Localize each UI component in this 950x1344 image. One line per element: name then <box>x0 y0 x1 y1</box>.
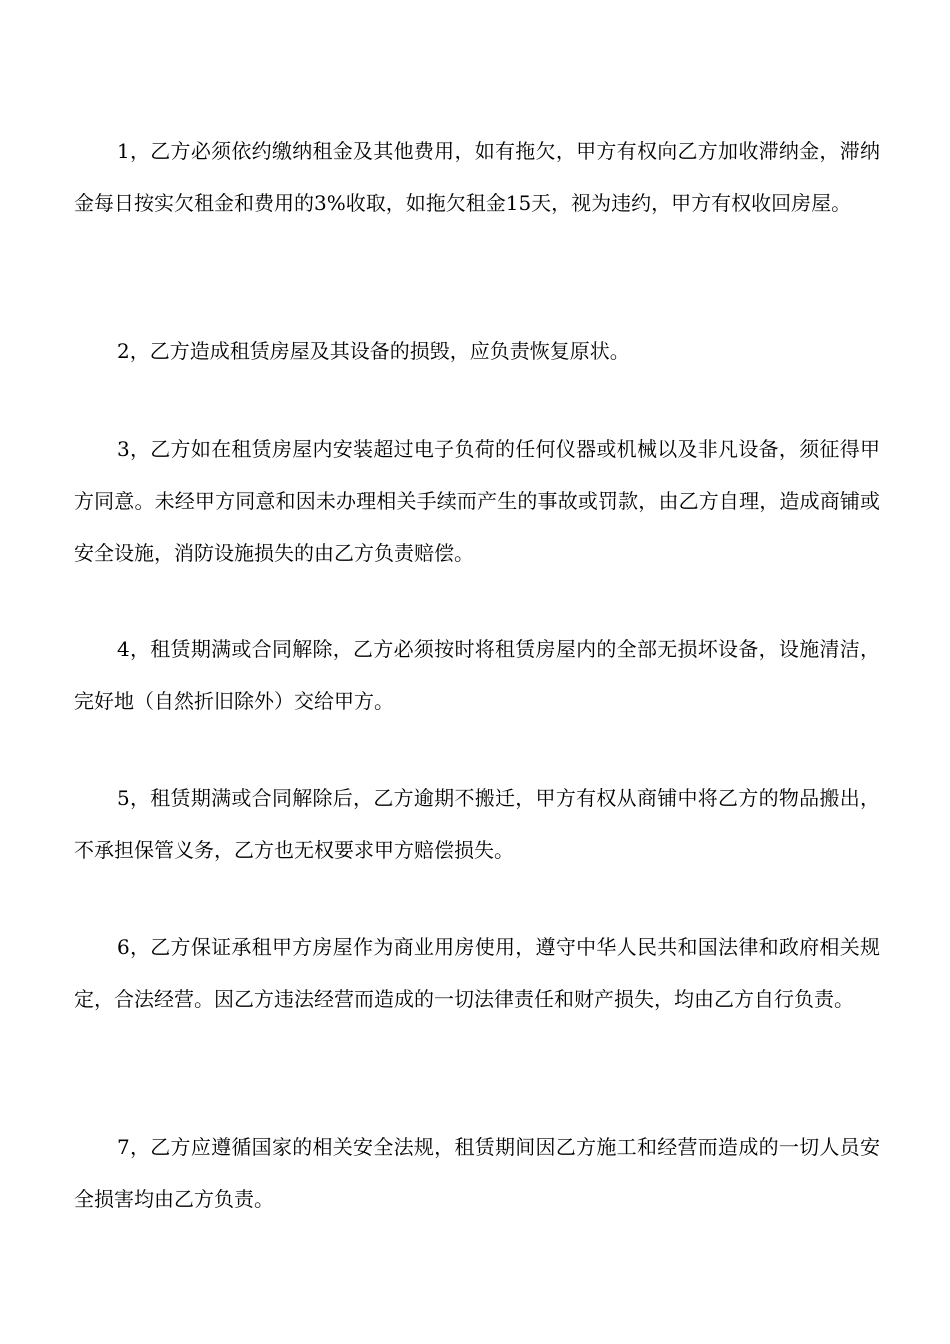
clause-4: 4，租赁期满或合同解除，乙方必须按时将租赁房屋内的全部无损坏设备，设施清洁，完好地（自然折旧除外）交给甲方。 <box>74 637 880 713</box>
clause-6: 6，乙方保证承租甲方房屋作为商业用房使用，遵守中华人民共和国法律和政府相关规定，合法经营。因乙方违法经营而造成的一切法律责任和财产损失，均由乙方自行负责。 <box>74 935 880 1011</box>
clause-7: 7，乙方应遵循国家的相关安全法规，租赁期间因乙方施工和经营而造成的一切人员安全损害均由乙方负责。 <box>74 1135 880 1211</box>
clause-1: 1，乙方必须依约缴纳租金及其他费用，如有拖欠，甲方有权向乙方加收滞纳金，滞纳金每日按实欠租金和费用的3%收取，如拖欠租金15天，视为违约，甲方有权收回房屋。 <box>74 139 880 215</box>
clause-3: 3，乙方如在租赁房屋内安装超过电子负荷的任何仪器或机械以及非凡设备，须征得甲方同意。未经甲方同意和因未办理相关手续而产生的事故或罚款，由乙方自理，造成商铺或安全设施，消防设施损失的由乙方负责赔偿。 <box>74 437 880 565</box>
clause-5: 5，租赁期满或合同解除后，乙方逾期不搬迁，甲方有权从商铺中将乙方的物品搬出，不承担保管义务，乙方也无权要求甲方赔偿损失。 <box>74 786 880 862</box>
clause-2: 2，乙方造成租赁房屋及其设备的损毁，应负责恢复原状。 <box>117 339 630 363</box>
